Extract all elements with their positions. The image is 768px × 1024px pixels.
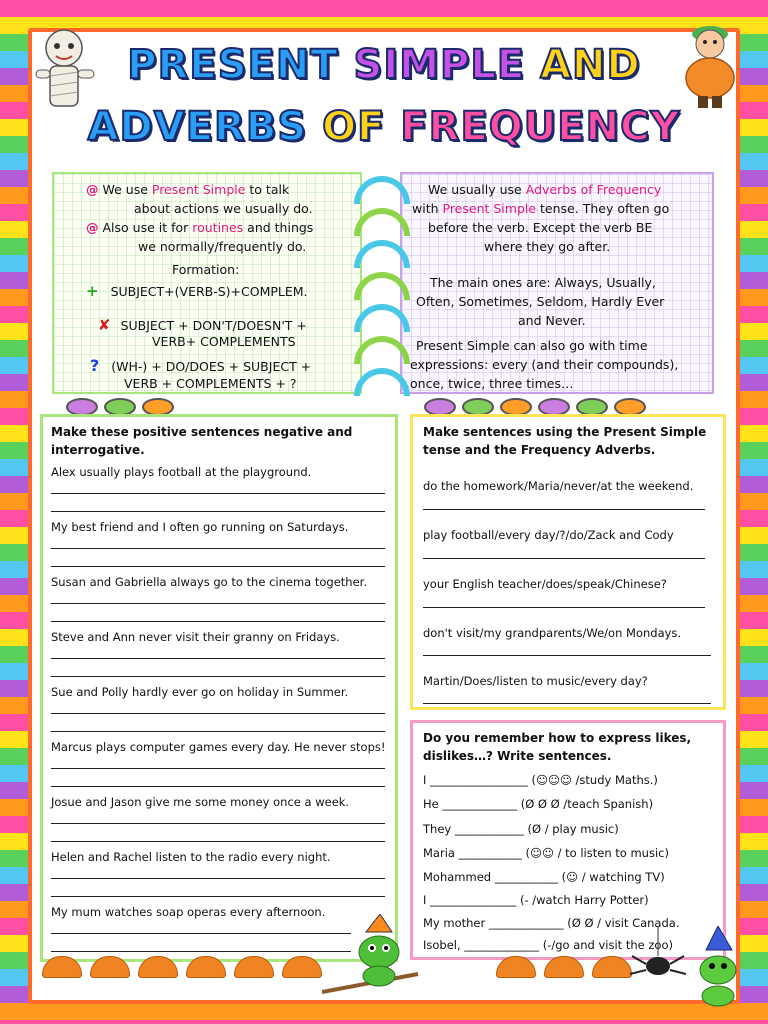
answer-line[interactable]: [423, 655, 711, 656]
answer-line[interactable]: [51, 511, 385, 512]
title-line-1: [0, 42, 768, 88]
answer-line[interactable]: [51, 786, 385, 787]
title-word-simple: SIMPLE: [353, 42, 526, 88]
at-bullet-icon: @: [86, 182, 99, 197]
exercise-item[interactable]: He _____________ (Ø Ø Ø /teach Spanish): [423, 797, 654, 811]
exercise-item: Josue and Jason give me some money once a week.: [51, 795, 350, 809]
exercise-title: Make sentences using the Present Simple tense and the Frequency Adverbs.: [423, 425, 707, 457]
exercise-item: Alex usually plays football at the playground.: [51, 465, 312, 479]
exercise-item: My mum watches soap operas every afternoon.: [51, 905, 326, 919]
cross-icon: ✘: [98, 316, 111, 334]
answer-line[interactable]: [51, 603, 385, 604]
answer-line[interactable]: [51, 713, 385, 714]
answer-line[interactable]: [423, 509, 705, 510]
answer-line[interactable]: [51, 896, 385, 897]
exercise-item: Susan and Gabriella always go to the cinema together.: [51, 575, 367, 589]
answer-line[interactable]: [51, 878, 385, 879]
exercise-likes-dislikes: [410, 720, 726, 960]
title-word-present: PRESENT: [127, 42, 339, 88]
answer-line[interactable]: [51, 676, 385, 677]
leaf-icon: [544, 956, 584, 978]
question-icon: ?: [90, 356, 100, 375]
leaf-icon: [186, 956, 226, 978]
answer-line[interactable]: [423, 703, 711, 704]
formation-label: Formation:: [172, 262, 240, 277]
leaf-icon: [592, 956, 632, 978]
exercise-item: Marcus plays computer games every day. He never stops!: [51, 740, 386, 754]
exercise-negative-interrogative: [40, 414, 398, 962]
leaf-decoration: [42, 956, 322, 978]
exercise-item[interactable]: Isobel, _____________ (-/go and visit the zoo): [423, 938, 673, 952]
plus-icon: +: [86, 282, 99, 300]
exercise-item: My best friend and I often go running on Saturdays.: [51, 520, 349, 534]
answer-line[interactable]: [51, 841, 385, 842]
pumpkin-boy-icon: [680, 22, 740, 112]
exercise-item: don't visit/my grandparents/We/on Mondays.: [423, 626, 682, 640]
grammar-box-adverbs: We usually use Adverbs of Frequency with Present Simple tense. They often go before the verb. Except the verb BE where they go after. The main ones are: Always, Usually, Often, Sometimes, Seldom, Hardly Ever and Never. Present Simple can also go with time expressions: every (and their compounds), once, twice, three times…: [400, 172, 714, 394]
answer-line[interactable]: [51, 951, 351, 952]
exercise-item[interactable]: They ____________ (Ø / play music): [423, 822, 619, 836]
witch-frog-icon: [322, 914, 422, 998]
exercise-item: Helen and Rachel listen to the radio every night.: [51, 850, 331, 864]
answer-line[interactable]: [51, 621, 385, 622]
leaf-icon: [496, 956, 536, 978]
answer-line[interactable]: [51, 548, 385, 549]
leaf-icon: [138, 956, 178, 978]
exercise-item[interactable]: I _______________ (- /watch Harry Potter): [423, 893, 649, 907]
exercise-item[interactable]: Mohammed ___________ (☺ / watching TV): [423, 870, 665, 884]
leaf-icon: [234, 956, 274, 978]
mummy-character-icon: [30, 22, 98, 118]
exercise-item: play football/every day/?/do/Zack and Cody: [423, 528, 674, 542]
title-word-adverbs: ADVERBS: [87, 104, 308, 150]
answer-line[interactable]: [51, 493, 385, 494]
title-word-of: OF: [322, 104, 386, 150]
exercise-item: Sue and Polly hardly ever go on holiday in Summer.: [51, 685, 349, 699]
leaf-icon: [282, 956, 322, 978]
answer-line[interactable]: [423, 607, 705, 608]
exercise-item: Martin/Does/listen to music/every day?: [423, 674, 648, 688]
spider-icon: [628, 926, 740, 1010]
leaf-icon: [42, 956, 82, 978]
answer-line[interactable]: [51, 731, 385, 732]
exercise-frequency-sentences: [410, 414, 726, 710]
answer-line[interactable]: [51, 823, 385, 824]
exercise-item: your English teacher/does/speak/Chinese?: [423, 577, 667, 591]
exercise-title: Do you remember how to express likes, dislikes…? Write sentences.: [423, 731, 692, 763]
leaf-decoration: [496, 956, 632, 978]
exercise-title: Make these positive sentences negative and interrogative.: [51, 425, 353, 457]
answer-line[interactable]: [51, 933, 351, 934]
exercise-item: do the homework/Maria/never/at the weekend.: [423, 479, 694, 493]
answer-line[interactable]: [51, 768, 385, 769]
leaf-icon: [90, 956, 130, 978]
exercise-item[interactable]: Maria ___________ (☺☺ / to listen to music): [423, 846, 669, 860]
answer-line[interactable]: [51, 658, 385, 659]
answer-line[interactable]: [51, 566, 385, 567]
title-word-frequency: FREQUENCY: [400, 104, 681, 150]
exercise-item: Steve and Ann never visit their granny on Fridays.: [51, 630, 340, 644]
title-line-2: [0, 104, 768, 150]
at-bullet-icon: @: [86, 220, 99, 235]
answer-line[interactable]: [423, 558, 705, 559]
exercise-item[interactable]: I _________________ (☺☺☺ /study Maths.): [423, 773, 658, 787]
grammar-box-present-simple: @ We use Present Simple to talk about actions we usually do. @ Also use it for routines and things we normally/frequently do. Formation: + SUBJECT+(VERB-S)+COMPLEM. ✘ SUBJECT + DON'T/DOESN'T + VERB+ COMPLEMENTS ? (WH-) + DO/DOES + SUBJECT + VERB + COMPLEMENTS + ?: [52, 172, 362, 394]
title-word-and: AND: [540, 42, 641, 88]
exercise-item[interactable]: My mother _____________ (Ø Ø / visit Canada.: [423, 916, 680, 930]
